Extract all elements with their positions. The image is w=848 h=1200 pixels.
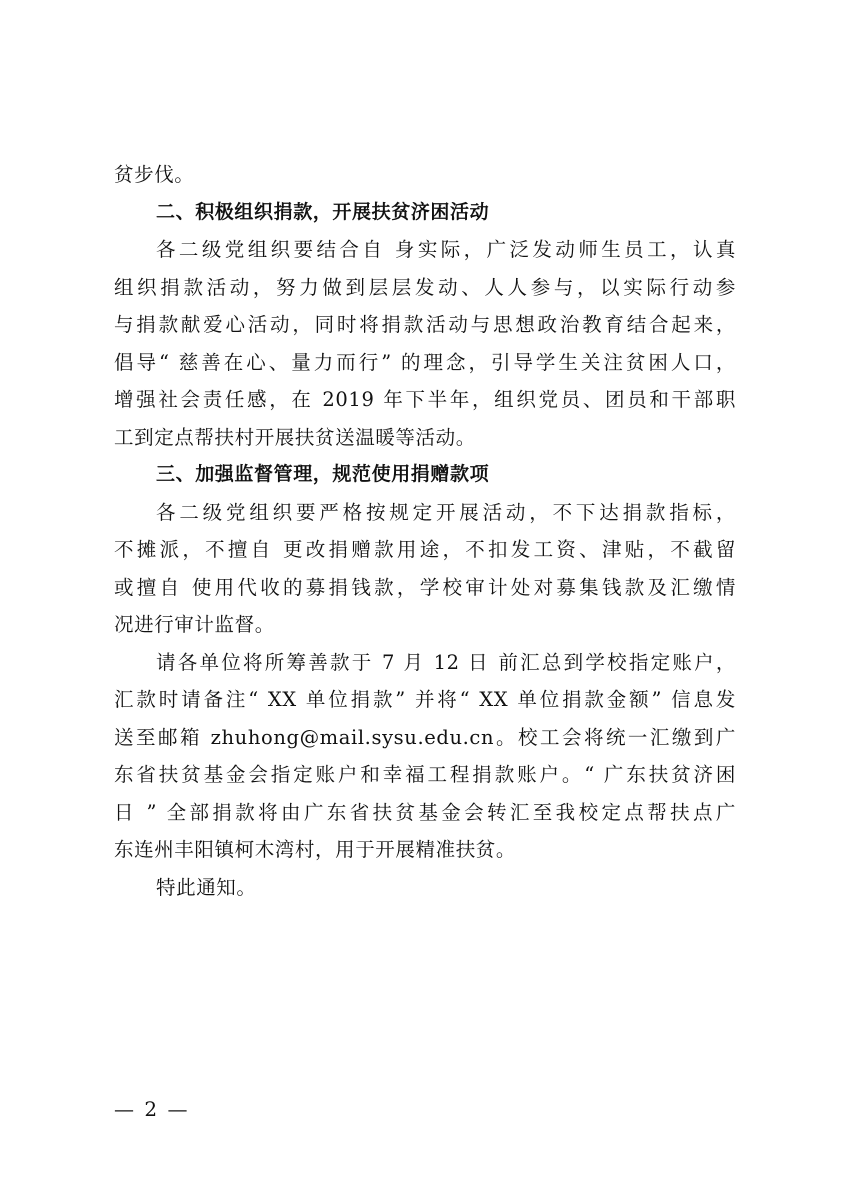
paragraph-line: 不摊派，不擅自 更改捐赠款用途，不扣发工资、津贴，不截留 — [114, 538, 736, 561]
paragraph-line: 东省扶贫基金会指定账户和幸福工程捐款账户。“ 广东扶贫济困 — [114, 763, 736, 786]
section-heading-2: 二、积极组织捐款，开展扶贫济困活动 — [156, 200, 490, 223]
paragraph-line: 组织捐款活动，努力做到层层发动、人人参与，以实际行动参 — [114, 275, 736, 299]
paragraph-line: 工到定点帮扶村开展扶贫送温暖等活动。 — [114, 425, 476, 449]
paragraph-line: 东连州丰阳镇柯木湾村，用于开展精准扶贫。 — [114, 838, 517, 861]
paragraph-line: 送至邮箱 zhuhong@mail.sysu.edu.cn。校工会将统一汇缴到广 — [114, 725, 736, 749]
section-heading-3: 三、加强监督管理，规范使用捐赠款项 — [156, 463, 490, 485]
paragraph-line: 增强社会责任感，在 2019 年下半年，组织党员、团员和干部职 — [114, 388, 736, 411]
paragraph-line: 或擅自 使用代收的募捐钱款，学校审计处对募集钱款及汇缴情 — [114, 575, 736, 599]
paragraph-line: 请各单位将所筹善款于 7 月 12 日 前汇总到学校指定账户， — [156, 650, 736, 674]
paragraph-line: 日 ” 全部捐款将由广东省扶贫基金会转汇至我校定点帮扶点广 — [114, 800, 736, 824]
paragraph-line: 各二级党组织要结合自 身实际，广泛发动师生员工，认真 — [156, 238, 736, 261]
page-number: — 2 — — [114, 1097, 190, 1121]
paragraph-line: 汇款时请备注“ XX 单位捐款” 并将“ XX 单位捐款金额” 信息发 — [114, 688, 736, 711]
closing-line: 特此通知。 — [156, 875, 257, 899]
document-body — [114, 156, 736, 906]
paragraph-line: 与捐款献爱心活动，同时将捐款活动与思想政治教育结合起来， — [114, 313, 736, 336]
paragraph-line: 倡导“ 慈善在心、量力而行” 的理念，引导学生关注贫困人口， — [114, 350, 736, 374]
paragraph-line: 各二级党组织要严格按规定开展活动，不下达捐款指标， — [156, 500, 736, 524]
paragraph-line: 况进行审计监督。 — [114, 613, 275, 636]
paragraph-line-continuation: 贫步伐。 — [114, 163, 195, 186]
